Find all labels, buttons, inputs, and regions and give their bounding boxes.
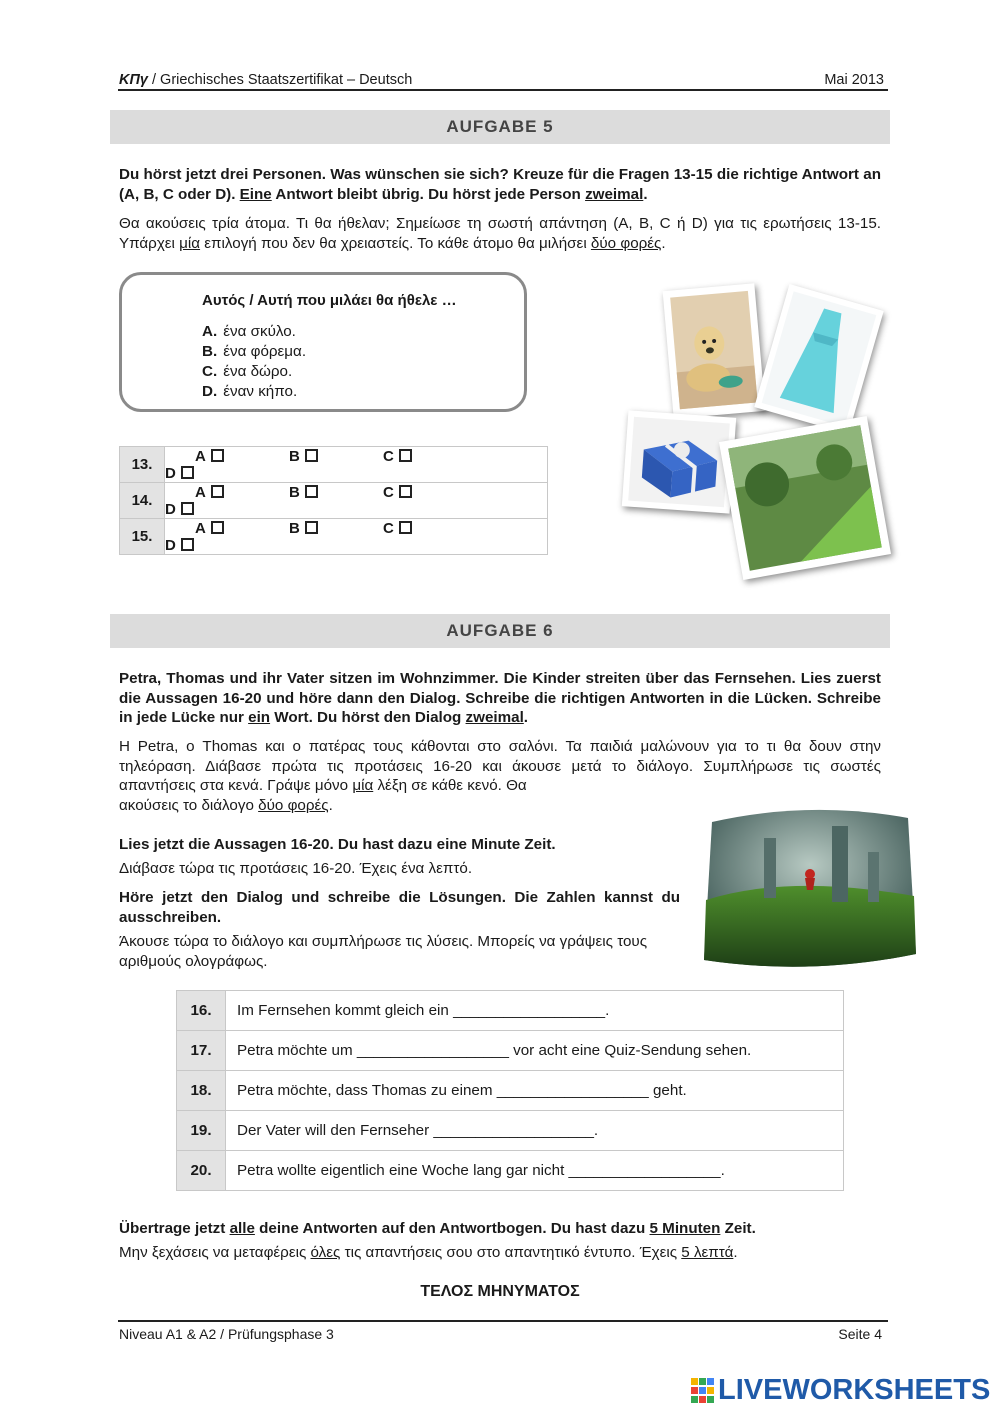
- aufgabe5-title: AUFGABE 5: [110, 110, 890, 144]
- checkbox-icon[interactable]: [211, 449, 224, 462]
- fill-in-table: [176, 990, 844, 1191]
- aufgabe6-instructions-de: Petra, Thomas und ihr Vater sitzen im Wohnzimmer. Die Kinder streiten über das Fernsehen. Lies zuerst die Aussagen 16-20 und höre dann den Dialog. Schreibe die richtigen Antworten in die Lücken. Schreibe in jede Lücke nur ein Wort. Du hörst den Dialog zweimal.: [119, 670, 881, 726]
- listen-instruction-gr: Άκουσε τώρα το διάλογο και συμπλήρωσε τις λύσεις. Μπορείς να γράψεις τους αριθμούς ολογράφως.: [119, 933, 648, 970]
- options-box: [119, 272, 527, 412]
- checkbox-icon[interactable]: [305, 449, 318, 462]
- answer-choices: [165, 447, 548, 483]
- option-b: B. ένα φόρεμα.: [202, 343, 307, 360]
- choice-d[interactable]: D: [165, 537, 259, 554]
- choice-d[interactable]: D: [165, 465, 259, 482]
- answer-blank[interactable]: ___________________: [433, 1122, 594, 1139]
- watermark-text: LIVEWORKSHEETS: [718, 1374, 991, 1406]
- footer-page: Seite 4: [838, 1326, 882, 1342]
- choice-d[interactable]: D: [165, 501, 259, 518]
- statement-number: 16.: [177, 991, 226, 1031]
- table-row: [177, 991, 844, 1031]
- question-number: 15.: [120, 519, 165, 555]
- choice-b[interactable]: B: [289, 448, 383, 465]
- statement-number: 17.: [177, 1031, 226, 1071]
- checkbox-icon[interactable]: [399, 449, 412, 462]
- end-of-message: ΤΕΛΟΣ ΜΗΝΥΜΑΤΟΣ: [420, 1283, 580, 1300]
- answer-choices: [165, 519, 548, 555]
- statement-number: 20.: [177, 1151, 226, 1191]
- choice-a[interactable]: A: [195, 484, 289, 501]
- statement-number: 19.: [177, 1111, 226, 1151]
- checkbox-icon[interactable]: [305, 485, 318, 498]
- statement-text: Petra möchte um __________________ vor acht eine Quiz-Sendung sehen.: [226, 1031, 844, 1071]
- option-d: D. έναν κήπο.: [202, 383, 298, 400]
- dog-image: [663, 283, 766, 419]
- header-date: Mai 2013: [824, 72, 884, 88]
- listen-instruction-de: Höre jetzt den Dialog und schreibe die Lösungen. Die Zahlen kannst du ausschreiben.: [119, 889, 680, 926]
- choice-c[interactable]: C: [383, 448, 477, 465]
- table-row: [177, 1111, 844, 1151]
- options-box-title: Αυτός / Αυτή που μιλάει θα ήθελε …: [202, 292, 457, 309]
- answer-table: [119, 446, 548, 555]
- question-number: 13.: [120, 447, 165, 483]
- garden-image: [719, 416, 891, 580]
- gift-photo: [622, 410, 736, 513]
- read-instruction-de: Lies jetzt die Aussagen 16-20. Du hast dazu eine Minute Zeit.: [119, 836, 556, 853]
- answer-blank[interactable]: __________________: [496, 1082, 649, 1099]
- answer-blank[interactable]: __________________: [453, 1002, 606, 1019]
- choice-a[interactable]: A: [195, 448, 289, 465]
- question-number: 14.: [120, 483, 165, 519]
- table-row: [120, 519, 548, 555]
- table-row: [177, 1071, 844, 1111]
- aufgabe6-title: AUFGABE 6: [110, 614, 890, 648]
- header-title: / Griechisches Staatszertifikat – Deutsch: [147, 72, 413, 88]
- choice-a[interactable]: A: [195, 520, 289, 537]
- transfer-instruction-gr: Μην ξεχάσεις να μεταφέρεις όλες τις απαντήσεις σου στο απαντητικό έντυπο. Έχεις 5 λεπτά.: [119, 1244, 738, 1261]
- statement-text: Petra wollte eigentlich eine Woche lang gar nicht __________________.: [226, 1151, 844, 1191]
- checkbox-icon[interactable]: [399, 521, 412, 534]
- aufgabe5-instructions-de: Du hörst jetzt drei Personen. Was wünschen sie sich? Kreuze für die Fragen 13-15 die richtige Antwort an (A, B, C oder D). Eine Antwort bleibt übrig. Du hörst jede Person zweimal.: [119, 166, 881, 203]
- dog-photo: [663, 283, 766, 419]
- footer-rule: [118, 1320, 888, 1322]
- answer-blank[interactable]: __________________: [568, 1162, 721, 1179]
- choice-c[interactable]: C: [383, 520, 477, 537]
- read-instruction-gr: Διάβασε τώρα τις προτάσεις 16-20. Έχεις ένα λεπτό.: [119, 860, 473, 877]
- header-rule: [118, 89, 888, 91]
- checkbox-icon[interactable]: [305, 521, 318, 534]
- checkbox-icon[interactable]: [181, 502, 194, 515]
- answer-choices: [165, 483, 548, 519]
- transfer-instruction-de: Übertrage jetzt alle deine Antworten auf den Antwortbogen. Du hast dazu 5 Minuten Zeit.: [119, 1220, 756, 1237]
- table-row: [120, 483, 548, 519]
- checkbox-icon[interactable]: [399, 485, 412, 498]
- option-a: A. ένα σκύλο.: [202, 323, 296, 340]
- table-row: [177, 1031, 844, 1071]
- table-row: [120, 447, 548, 483]
- statement-text: Petra möchte, dass Thomas zu einem __________________ geht.: [226, 1071, 844, 1111]
- header-left: [119, 72, 412, 88]
- aufgabe6-instructions-gr-end: ακούσεις το διάλογο δύο φορές.: [119, 797, 333, 814]
- logo-grid-icon: [690, 1377, 716, 1405]
- choice-b[interactable]: B: [289, 520, 383, 537]
- aufgabe5-instructions-gr: Θα ακούσεις τρία άτομα. Τι θα ήθελαν; Σημείωσε τη σωστή απάντηση (A, B, C ή D) για τις ερωτήσεις 13-15. Υπάρχει μία επιλογή που δεν θα χρειαστείς. Το κάθε άτομο θα μιλήσει δύο φορές.: [119, 215, 881, 252]
- footer-level: Niveau A1 & A2 / Prüfungsphase 3: [119, 1326, 334, 1342]
- checkbox-icon[interactable]: [211, 485, 224, 498]
- dress-photo: [754, 284, 883, 434]
- statement-text: Der Vater will den Fernseher ___________________.: [226, 1111, 844, 1151]
- gift-image: [622, 410, 736, 513]
- checkbox-icon[interactable]: [181, 466, 194, 479]
- statement-text: Im Fernsehen kommt gleich ein __________________.: [226, 991, 844, 1031]
- fantasy-image: [698, 804, 920, 976]
- checkbox-icon[interactable]: [181, 538, 194, 551]
- liveworksheets-logo: [690, 1374, 990, 1408]
- answer-blank[interactable]: __________________: [356, 1042, 509, 1059]
- header-code: ΚΠγ: [119, 72, 148, 88]
- fantasy-photo: [698, 804, 920, 976]
- table-row: [177, 1151, 844, 1191]
- statement-number: 18.: [177, 1071, 226, 1111]
- aufgabe6-instructions-gr: Η Petra, ο Thomas και ο πατέρας τους κάθονται στο σαλόνι. Τα παιδιά μαλώνουν για το τι θα δουν στην τηλεόραση. Διάβασε πρώτα τις προτάσεις 16-20 και άκουσε μετά το διάλογο. Συμπλήρωσε τις σωστές απαντήσεις στα κενά. Γράψε μόνο μία λέξη σε κάθε κενό. Θα: [119, 738, 881, 794]
- choice-b[interactable]: B: [289, 484, 383, 501]
- dress-image: [754, 284, 883, 434]
- checkbox-icon[interactable]: [211, 521, 224, 534]
- choice-c[interactable]: C: [383, 484, 477, 501]
- garden-photo: [719, 416, 891, 580]
- option-c: C. ένα δώρο.: [202, 363, 293, 380]
